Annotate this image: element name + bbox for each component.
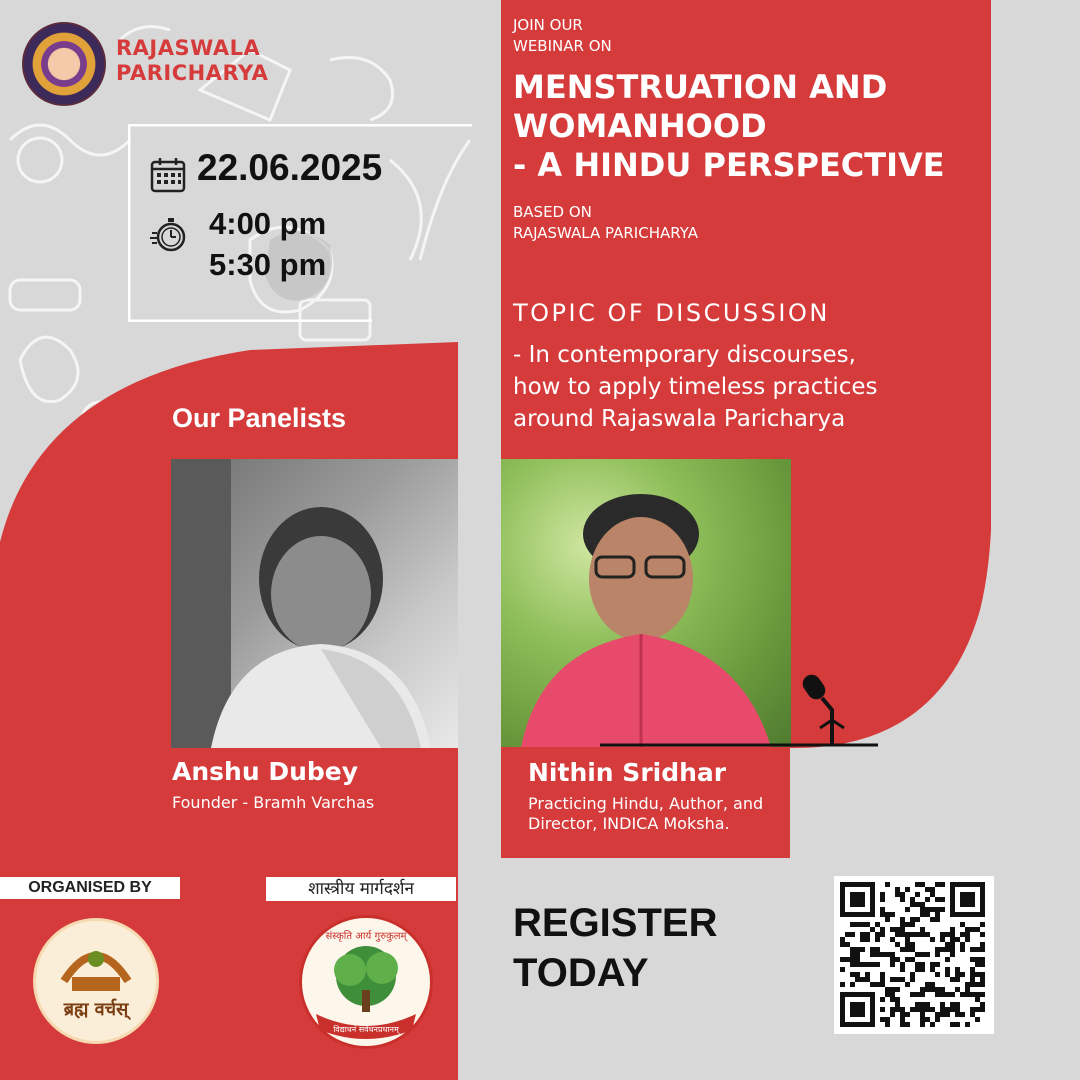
event-time-start: 4:00 pm [209, 206, 327, 241]
title-line2: WOMANHOOD [513, 107, 767, 145]
event-time-end: 5:30 pm [209, 247, 327, 282]
join-line1: JOIN OUR [513, 16, 583, 34]
event-date: 22.06.2025 [197, 147, 383, 188]
stopwatch-icon [150, 215, 188, 253]
microphone-icon [600, 668, 880, 748]
based-line2: RAJASWALA PARICHARYA [513, 224, 698, 242]
guidance-label: शास्त्रीय मार्गदर्शन [266, 877, 456, 901]
topic-line3: around Rajaswala Paricharya [513, 406, 846, 432]
calendar-icon [150, 157, 186, 193]
brand-logo [22, 22, 106, 106]
panelist-role-2-line2: Director, INDICA Moksha. [528, 814, 730, 833]
based-line1: BASED ON [513, 203, 592, 221]
brand-name-line2: PARICHARYA [116, 61, 269, 85]
brand-name [116, 36, 268, 86]
panelist-name-2: Nithin Sridhar [528, 758, 727, 787]
join-text [513, 15, 612, 57]
panelist-photo-1 [171, 459, 458, 748]
title-line3: - A HINDU PERSPECTIVE [513, 146, 945, 184]
panelist-role-2 [528, 794, 828, 834]
register-call-to-action [513, 898, 717, 998]
organiser-logo-text: ब्रह्म वर्चस् [63, 999, 129, 1020]
guidance-logo-bottom-text: विद्याधनं सर्वधनप्रधानम् [333, 1025, 399, 1034]
title-line1: MENSTRUATION AND [513, 68, 888, 106]
panelists-heading: Our Panelists [172, 403, 347, 433]
brand-name-line1: RAJASWALA [116, 36, 261, 60]
organised-by-label: ORGANISED BY [0, 877, 180, 899]
organiser-logo [33, 918, 159, 1044]
webinar-title [513, 68, 945, 185]
based-on [513, 202, 698, 244]
panelist-role-1: Founder - Bramh Varchas [172, 793, 375, 812]
topic-heading: TOPIC OF DISCUSSION [513, 299, 830, 327]
topic-description [513, 339, 953, 435]
topic-line2: how to apply timeless practices [513, 374, 878, 400]
panelist-name-1: Anshu Dubey [172, 757, 359, 786]
panelist-role-2-line1: Practicing Hindu, Author, and [528, 794, 764, 813]
topic-line1: - In contemporary discourses, [513, 342, 856, 368]
register-line2: TODAY [513, 951, 649, 995]
join-line2: WEBINAR ON [513, 37, 612, 55]
register-line1: REGISTER [513, 901, 718, 945]
qr-code[interactable] [834, 876, 994, 1034]
guidance-logo [299, 915, 433, 1049]
guidance-logo-top-text: संस्कृति आर्य गुरुकुलम् [325, 931, 407, 942]
